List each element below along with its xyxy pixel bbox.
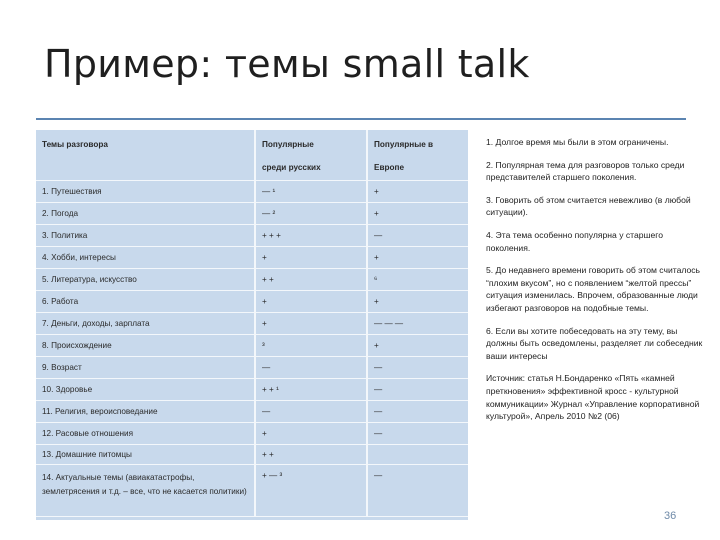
table-row: [36, 268, 468, 290]
footnote: 2. Популярная тема для разговоров только среди представителей старшего поколения.: [486, 159, 685, 183]
footnotes: [486, 136, 708, 433]
source-citation: Источник: статья Н.Бондаренко «Пять «камней преткновения» эффективной кросс - культурной коммуникации» Журнал «Управление корпоративной культурой», Апрель 2010 №2 (06): [486, 373, 700, 422]
row-europe-value: ⁶: [367, 268, 468, 290]
row-russians-value: +: [255, 312, 367, 334]
table-row: [36, 334, 468, 356]
footnote: 3. Говорить об этом считается невежливо (в любой ситуации).: [486, 194, 691, 218]
row-russians-value: — ¹: [255, 180, 367, 202]
row-topic: 5. Литература, искусство: [36, 268, 255, 290]
header-russians-line2: среди русских: [262, 163, 321, 172]
row-europe-value: — — —: [367, 312, 468, 334]
table-row: [36, 180, 468, 202]
row-russians-value: — ²: [255, 202, 367, 224]
table-row: [36, 202, 468, 224]
row-europe-value: +: [367, 290, 468, 312]
row-topic: 10. Здоровье: [36, 378, 255, 400]
row-topic: 2. Погода: [36, 202, 255, 224]
page-number: 36: [664, 510, 677, 522]
row-russians-value: ³: [255, 334, 367, 356]
row-russians-value: +: [255, 290, 367, 312]
row-topic: 9. Возраст: [36, 356, 255, 378]
topics-table: [36, 130, 468, 520]
table-row: [36, 444, 468, 464]
table-row: [36, 356, 468, 378]
footnote: 4. Эта тема особенно популярна у старшего поколения.: [486, 229, 663, 253]
row-europe-value: —: [367, 464, 468, 516]
row-russians-value: + + +: [255, 224, 367, 246]
header-topic: Темы разговора: [36, 130, 255, 180]
row-russians-value: + — ³: [255, 464, 367, 516]
row-europe-value: +: [367, 202, 468, 224]
header-europe-line1: Популярные в: [374, 140, 434, 149]
row-russians-value: +: [255, 246, 367, 268]
row-europe-value: —: [367, 356, 468, 378]
footnote: 5. До недавнего времени говорить об этом считалось “плохим вкусом”, но с появлением “желтой прессы” ситуация изменилась. Впрочем, образованные люди избегают разговоров на подобные темы.: [486, 265, 701, 313]
row-topic: 3. Политика: [36, 224, 255, 246]
row-europe-value: —: [367, 422, 468, 444]
topics-table-grid: [36, 130, 468, 517]
table-row: [36, 224, 468, 246]
slide-title: Пример: темы small talk: [44, 42, 530, 86]
header-russians-line1: Популярные: [262, 140, 314, 149]
row-topic: 12. Расовые отношения: [36, 422, 255, 444]
row-europe-value: —: [367, 400, 468, 422]
header-russians: [255, 130, 367, 180]
row-russians-value: + +: [255, 268, 367, 290]
row-topic: 4. Хобби, интересы: [36, 246, 255, 268]
table-row: [36, 422, 468, 444]
row-topic: 1. Путешествия: [36, 180, 255, 202]
row-europe-value: +: [367, 246, 468, 268]
row-russians-value: + +: [255, 444, 367, 464]
row-topic: 7. Деньги, доходы, зарплата: [36, 312, 255, 334]
row-topic: 14. Актуальные темы (авиакатастрофы, землетрясения и т.д. – все, что не касается политики): [36, 464, 255, 516]
row-russians-value: —: [255, 356, 367, 378]
table-row: [36, 312, 468, 334]
table-row: [36, 378, 468, 400]
footnote: 1. Долгое время мы были в этом ограничены.: [486, 137, 669, 147]
footnote: 6. Если вы хотите побеседовать на эту тему, вы должны быть осведомлены, разделяет ли собеседник ваши интересы: [486, 325, 703, 361]
table-row: [36, 464, 468, 516]
row-europe-value: —: [367, 378, 468, 400]
title-divider: [36, 118, 686, 120]
table-row: [36, 400, 468, 422]
row-russians-value: —: [255, 400, 367, 422]
row-topic: 11. Религия, вероисповедание: [36, 400, 255, 422]
header-europe-line2: Европе: [374, 163, 404, 172]
row-europe-value: +: [367, 180, 468, 202]
row-europe-value: [367, 444, 468, 464]
row-topic: 13. Домашние питомцы: [36, 444, 255, 464]
row-topic: 6. Работа: [36, 290, 255, 312]
row-europe-value: +: [367, 334, 468, 356]
table-header-row: [36, 130, 468, 180]
table-row: [36, 290, 468, 312]
row-russians-value: +: [255, 422, 367, 444]
row-europe-value: —: [367, 224, 468, 246]
row-russians-value: + + ¹: [255, 378, 367, 400]
table-row: [36, 246, 468, 268]
row-topic: 8. Происхождение: [36, 334, 255, 356]
header-europe: [367, 130, 468, 180]
